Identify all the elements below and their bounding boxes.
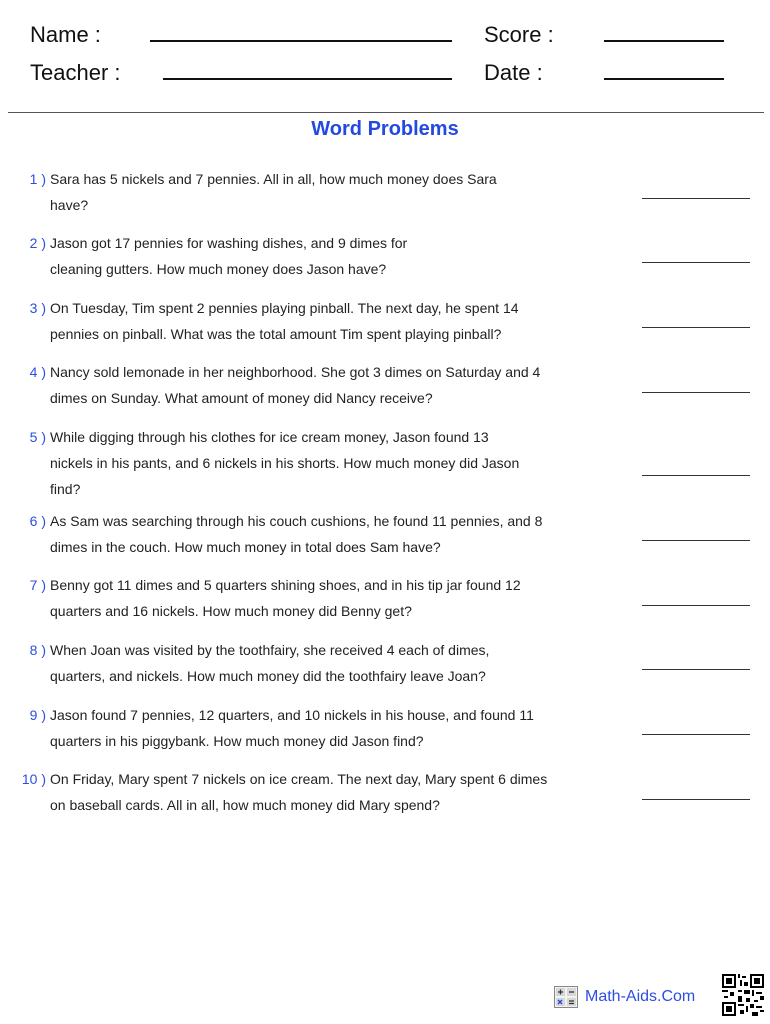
answer-line[interactable] [642, 262, 750, 263]
answer-line[interactable] [642, 669, 750, 670]
calculator-icon [554, 986, 578, 1008]
answer-line[interactable] [642, 198, 750, 199]
problem-text: While digging through his clothes for ice cream money, Jason found 13 nickels in his pants, and 6 nickels in his shorts. How much money did Jason find? [50, 429, 520, 497]
page-title: Word Problems [311, 118, 459, 140]
problem-number: 5 ) [29, 429, 46, 445]
name-field[interactable] [150, 40, 452, 42]
problem-text: Sara has 5 nickels and 7 pennies. All in all, how much money does Sara have? [50, 171, 497, 213]
date-field[interactable] [604, 78, 724, 80]
header-divider [8, 112, 764, 113]
score-field[interactable] [604, 40, 724, 42]
problem-text: On Tuesday, Tim spent 2 pennies playing pinball. The next day, he spent 14 pennies on pinball. What was the total amount Tim spent playing pinball? [50, 300, 519, 342]
problem-number: 2 ) [29, 235, 46, 251]
answer-line[interactable] [642, 605, 750, 606]
problem-number: 4 ) [29, 364, 46, 380]
answer-line[interactable] [642, 475, 750, 476]
problem-number: 3 ) [29, 300, 46, 316]
problem-text: On Friday, Mary spent 7 nickels on ice cream. The next day, Mary spent 6 dimes on baseball cards. All in all, how much money did Mary spend? [50, 771, 548, 813]
answer-line[interactable] [642, 734, 750, 735]
date-label: Date : [484, 60, 543, 85]
problem-text: Benny got 11 dimes and 5 quarters shining shoes, and in his tip jar found 12 quarters and 16 nickels. How much money did Benny get? [50, 577, 521, 619]
problem-text: Jason found 7 pennies, 12 quarters, and 10 nickels in his house, and found 11 quarters in his piggybank. How much money did Jason find? [50, 707, 534, 749]
problem-number: 1 ) [29, 171, 46, 187]
qr-code-icon [722, 974, 764, 1016]
problem-text: Nancy sold lemonade in her neighborhood. She got 3 dimes on Saturday and 4 dimes on Sunday. What amount of money did Nancy receive? [50, 364, 541, 406]
teacher-field[interactable] [163, 78, 452, 80]
problem-number: 9 ) [29, 707, 46, 723]
problem-number: 6 ) [29, 513, 46, 529]
problem-text: When Joan was visited by the toothfairy, she received 4 each of dimes, quarters, and nickels. How much money did the toothfairy leave Joan? [50, 642, 490, 684]
problem-number: 10 ) [21, 771, 46, 787]
answer-line[interactable] [642, 327, 750, 328]
answer-line[interactable] [642, 799, 750, 800]
teacher-label: Teacher : [30, 60, 121, 85]
problem-number: 8 ) [29, 642, 46, 658]
name-label: Name : [30, 22, 101, 47]
problem-text: As Sam was searching through his couch cushions, he found 11 pennies, and 8 dimes in the couch. How much money in total does Sam have? [50, 513, 543, 555]
site-link[interactable]: Math-Aids.Com [585, 988, 696, 1005]
problem-number: 7 ) [29, 577, 46, 593]
score-label: Score : [484, 22, 554, 47]
problem-text: Jason got 17 pennies for washing dishes, and 9 dimes for cleaning gutters. How much money does Jason have? [50, 235, 408, 277]
answer-line[interactable] [642, 392, 750, 393]
answer-line[interactable] [642, 540, 750, 541]
